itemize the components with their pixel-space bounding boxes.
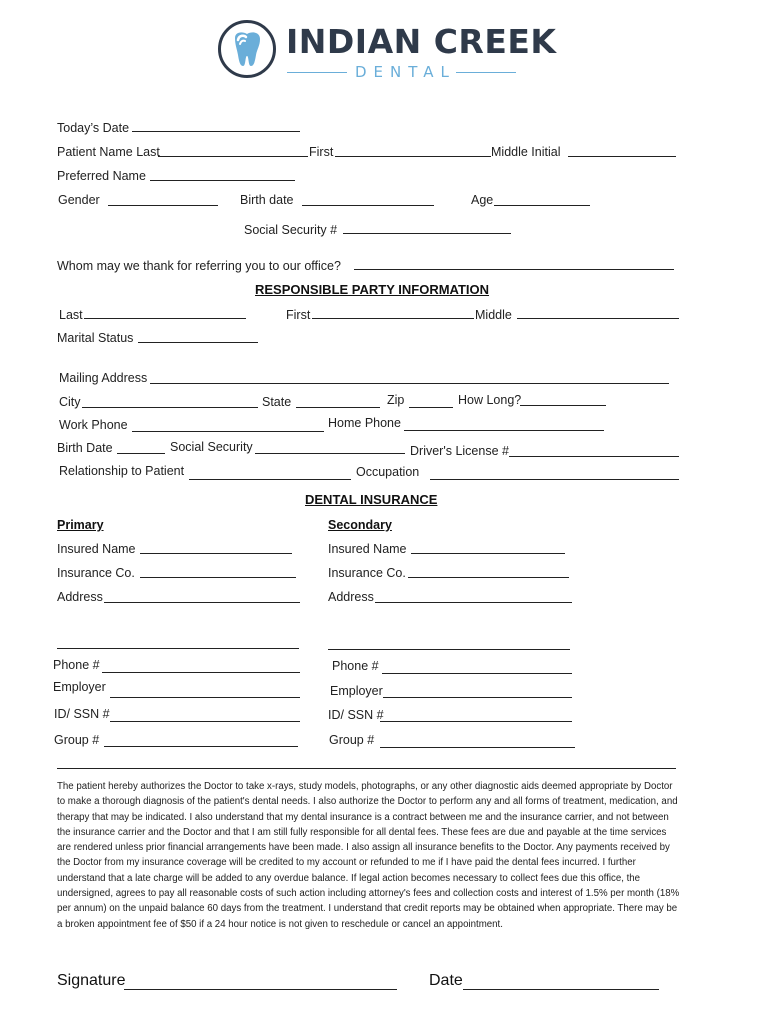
gender-field[interactable] <box>108 205 218 206</box>
secondary-insured-name-field[interactable] <box>411 553 565 554</box>
logo <box>218 20 557 82</box>
secondary-group-label: Group # <box>329 733 375 747</box>
primary-insured-name-field[interactable] <box>140 553 292 554</box>
age-field[interactable] <box>494 205 590 206</box>
relationship-field[interactable] <box>189 479 351 480</box>
tooth-icon <box>218 20 276 78</box>
mailing-address-label: Mailing Address <box>59 371 148 385</box>
date-field[interactable] <box>463 989 659 990</box>
primary-id-ssn-label: ID/ SSN # <box>54 707 110 721</box>
rp-birth-date-field[interactable] <box>117 453 165 454</box>
secondary-insurance-co-label: Insurance Co. <box>328 566 406 580</box>
drivers-license-field[interactable] <box>509 456 679 457</box>
relationship-label: Relationship to Patient <box>59 464 185 478</box>
city-field[interactable] <box>82 407 258 408</box>
preferred-name-label: Preferred Name <box>57 169 146 183</box>
patient-last-label: Patient Name Last <box>57 145 160 159</box>
brand-sub: DENTAL <box>355 63 456 81</box>
signature-field[interactable] <box>124 989 397 990</box>
patient-first-field[interactable] <box>335 156 491 157</box>
authorization-terms: The patient hereby authorizes the Doctor to take x-rays, study models, photographs, or any other diagnostic aids deemed appropriate by Doctor to make a thorough diagnosis of the patient's dental needs. I also authorize the Doctor to perform any and all forms of treatment, medication, and therapy that may be indicated. I also understand that my dental insurance is a contract between me and the insurance carrier, and not between the insurance carrier and the Doctor and that I am still fully responsible for all dental fees. These fees are due and payable at the time services are rendered unless prior financial arrangements have been made. I also assign all insurance benefits to the Doctor. Any payments received by the Doctor from my insurance coverage will be credited to my account or refunded to me if I have paid the dental fees incurred. I further understand that a late charge will be added to any overdue balance. If legal action becomes necessary to collect fees due this office, the undersigned, agrees to pay all reasonable costs of such action including attorney's fees and collection costs and interest of 1.5% per month (18% per annum) on the unpaid balance 60 days from the treatment. I understand that credit reports may be obtained when appropriate. There may be a broken appointment fee of $50 if a 24 hour notice is not given to reschedule or cancel an appointment. <box>57 781 680 930</box>
primary-employer-label: Employer <box>53 680 106 694</box>
patient-first-label: First <box>309 145 334 159</box>
rp-last-field[interactable] <box>84 318 246 319</box>
work-phone-label: Work Phone <box>59 418 128 432</box>
secondary-phone-label: Phone # <box>332 659 379 673</box>
primary-insured-name-label: Insured Name <box>57 542 136 556</box>
date-label: Date <box>429 972 463 989</box>
ssn-label: Social Security # <box>244 223 338 237</box>
brand-rule-left <box>287 72 347 73</box>
primary-insurance-co-label: Insurance Co. <box>57 566 135 580</box>
secondary-insured-name-label: Insured Name <box>328 542 407 556</box>
patient-last-field[interactable] <box>158 156 308 157</box>
brand-rule-right <box>456 72 516 73</box>
secondary-heading: Secondary <box>328 518 392 532</box>
marital-status-label: Marital Status <box>57 331 134 345</box>
rp-middle-field[interactable] <box>517 318 679 319</box>
mailing-address-field[interactable] <box>150 383 669 384</box>
terms-divider <box>57 768 676 769</box>
rp-middle-label: Middle <box>475 308 512 322</box>
home-phone-field[interactable] <box>404 430 604 431</box>
occupation-label: Occupation <box>356 465 420 479</box>
middle-initial-field[interactable] <box>568 156 676 157</box>
responsible-party-heading: RESPONSIBLE PARTY INFORMATION <box>255 282 490 297</box>
occupation-field[interactable] <box>430 479 679 480</box>
primary-address-line2[interactable] <box>57 648 299 649</box>
primary-insurance-co-field[interactable] <box>140 577 296 578</box>
secondary-address-label: Address <box>328 590 374 604</box>
todays-date-field[interactable] <box>132 131 300 132</box>
secondary-group-field[interactable] <box>380 747 575 748</box>
marital-status-field[interactable] <box>138 342 258 343</box>
ssn-field[interactable] <box>343 233 511 234</box>
brand-name: INDIAN CREEK <box>286 22 557 61</box>
rp-first-field[interactable] <box>312 318 474 319</box>
birth-date-field[interactable] <box>302 205 434 206</box>
primary-employer-field[interactable] <box>110 697 300 698</box>
work-phone-field[interactable] <box>132 431 324 432</box>
state-label: State <box>262 395 292 409</box>
todays-date-label: Today’s Date <box>57 121 130 135</box>
city-label: City <box>59 395 81 409</box>
primary-phone-field[interactable] <box>102 672 300 673</box>
birth-date-label: Birth date <box>240 193 294 207</box>
primary-address-label: Address <box>57 590 103 604</box>
primary-heading: Primary <box>57 518 104 532</box>
zip-label: Zip <box>387 393 405 407</box>
signature-label: Signature <box>57 972 126 989</box>
primary-address-field[interactable] <box>104 602 300 603</box>
home-phone-label: Home Phone <box>328 416 401 430</box>
rp-social-security-label: Social Security <box>170 440 253 454</box>
secondary-address-field[interactable] <box>375 602 572 603</box>
primary-group-field[interactable] <box>104 746 298 747</box>
how-long-label: How Long? <box>458 393 522 407</box>
zip-field[interactable] <box>409 407 453 408</box>
secondary-address-line2[interactable] <box>328 649 570 650</box>
secondary-insurance-co-field[interactable] <box>408 577 569 578</box>
referral-label: Whom may we thank for referring you to our office? <box>57 259 341 273</box>
middle-initial-label: Middle Initial <box>491 145 561 159</box>
primary-id-ssn-field[interactable] <box>110 721 300 722</box>
drivers-license-label: Driver's License # <box>410 444 509 458</box>
state-field[interactable] <box>296 407 380 408</box>
rp-last-label: Last <box>59 308 83 322</box>
primary-group-label: Group # <box>54 733 100 747</box>
age-label: Age <box>471 193 494 207</box>
secondary-id-ssn-field[interactable] <box>380 721 572 722</box>
rp-birth-date-label: Birth Date <box>57 441 113 455</box>
secondary-phone-field[interactable] <box>382 673 572 674</box>
secondary-employer-field[interactable] <box>383 697 572 698</box>
primary-phone-label: Phone # <box>53 658 100 672</box>
preferred-name-field[interactable] <box>150 180 295 181</box>
how-long-field[interactable] <box>520 405 606 406</box>
rp-social-security-field[interactable] <box>255 453 405 454</box>
secondary-id-ssn-label: ID/ SSN # <box>328 708 384 722</box>
rp-first-label: First <box>286 308 311 322</box>
secondary-employer-label: Employer <box>330 684 383 698</box>
dental-insurance-heading: DENTAL INSURANCE <box>305 492 438 507</box>
referral-field[interactable] <box>354 269 674 270</box>
gender-label: Gender <box>58 193 100 207</box>
